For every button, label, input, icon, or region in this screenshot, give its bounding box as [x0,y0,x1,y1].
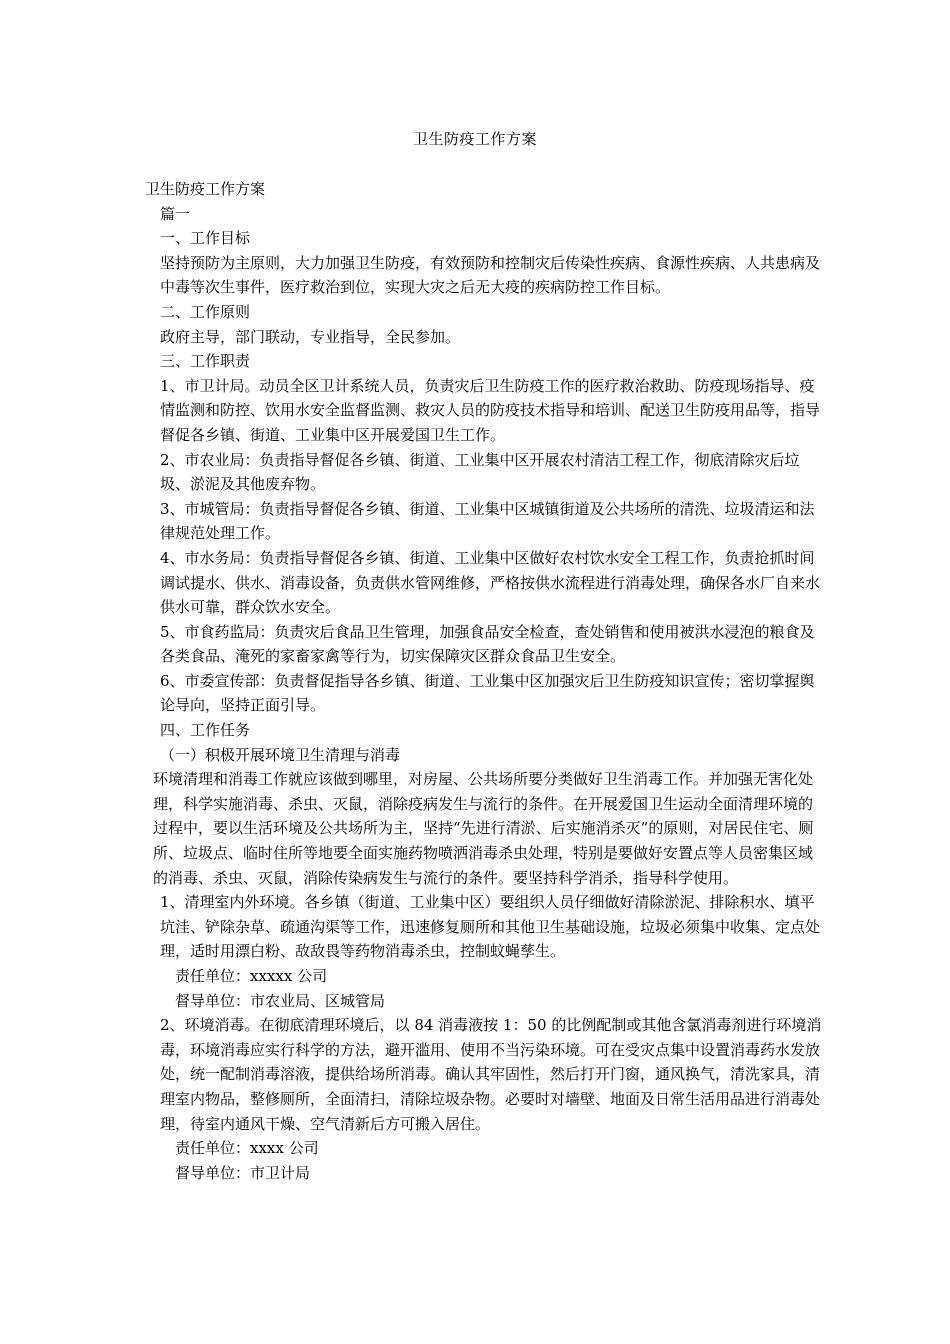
paragraph-goals: 坚持预防为主原则，大力加强卫生防疫，有效预防和控制灾后传染性疾病、食源性疾病、人共患病及中毒等次生事件，医疗救治到位，实现大灾之后无大疫的疾病防控工作目标。 [160,253,821,297]
paragraph-part-label: 篇一 [160,204,191,223]
paragraph-duty-4: 4、市水务局：负责指导督促各乡镇、街道、工业集中区做好农村饮水安全工程工作，负责抢抓时间调试提水、供水、消毒设备，负责供水管网维修，严格按供水流程进行消毒处理，确保各水厂自来水供水可靠，群众饮水安全。 [160,548,821,617]
paragraph-task-2: 2、环境消毒。在彻底清理环境后，以 84 消毒液按 1：50 的比例配制或其他含氯消毒剂进行环境消毒，环境消毒应实行科学的方法，避开滥用、使用不当污染环境。可在受灾点集中设置消毒药水发放处，统一配制消毒溶液，提供给场所消毒。确认其牢固性，然后打开门窗，通风换气，清洗家具，清理室内物品，整修厕所，全面清扫，清除垃圾杂物。必要时对墙壁、地面及日常生活用品进行消毒处理，待室内通风干燥、空气清新后方可搬入居住。 [160,1016,822,1133]
document-body [145,177,825,1185]
paragraph-duty-1: 1、市卫计局。动员全区卫计系统人员，负责灾后卫生防疫工作的医疗救治救助、防疫现场指导、疫情监测和防控、饮用水安全监督监测、救灾人员的防疫技术指导和培训、配送卫生防疫用品等，指导督促各乡镇、街道、工业集中区开展爱国卫生工作。 [160,376,821,444]
responsible-unit-1: 责任单位：xxxxx 公司 [175,967,328,985]
paragraph-cleanup: 环境清理和消毒工作就应该做到哪里，对房屋、公共场所要分类做好卫生消毒工作。并加强无害化处理，科学实施消毒、杀虫、灭鼠，消除疫病发生与流行的条件。在开展爱国卫生运动全面清理环境的过程中，要以生活环境及公共场所为主，坚持“先进行清淤、后实施消杀灭”的原则，对居民住宅、厕所、垃圾点、临时住所等地要全面实施药物喷洒消毒杀虫处理，特别是要做好安置点等人员密集区域的消毒、杀虫、灭鼠，消除传染病发生与流行的条件。要坚持科学消杀，指导科学使用。 [153,770,814,887]
section-heading-goals: 一、工作目标 [160,229,251,248]
supervising-unit-1: 督导单位：市农业局、区城管局 [175,991,386,1010]
paragraph-duty-6: 6、市委宣传部：负责督促指导各乡镇、街道、工业集中区加强灾后卫生防疫知识宣传；密切掌握舆论导向，坚持正面引导。 [160,671,815,715]
section-heading-duties: 三、工作职责 [160,352,251,371]
paragraph-duty-3: 3、市城管局：负责指导督促各乡镇、街道、工业集中区城镇街道及公共场所的清洗、垃圾清运和法律规范处理工作。 [160,499,815,543]
paragraph-duty-2: 2、市农业局：负责指导督促各乡镇、街道、工业集中区开展农村清洁工程工作，彻底清除灾后垃圾、淤泥及其他废弃物。 [160,450,800,494]
paragraph-task-1: 1、清理室内外环境。各乡镇（街道、工业集中区）要组织人员仔细做好清除淤泥、排除积水、填平坑洼、铲除杂草、疏通沟渠等工作，迅速修复厕所和其他卫生基础设施，垃圾必须集中收集、定点处理，适时用漂白粉、敌敌畏等药物消毒杀虫，控制蚊蝇孳生。 [160,893,821,961]
supervising-unit-2: 督导单位：市卫计局 [175,1163,311,1182]
section-heading-principles: 二、工作原则 [160,302,251,321]
document-title: 卫生防疫工作方案 [412,130,537,148]
section-heading-tasks: 四、工作任务 [160,721,251,740]
responsible-unit-2: 责任单位：xxxx 公司 [175,1139,319,1158]
paragraph-principles: 政府主导，部门联动，专业指导，全民参加。 [160,327,461,346]
paragraph-duty-5: 5、市食药监局：负责灾后食品卫生管理，加强食品安全检查，查处销售和使用被洪水浸泡的粮食及各类食品、淹死的家畜家禽等行为，切实保障灾区群众食品卫生安全。 [160,622,815,666]
subsection-heading-cleanup: （一）积极开展环境卫生清理与消毒 [160,745,401,764]
document-subtitle: 卫生防疫工作方案 [145,180,266,198]
